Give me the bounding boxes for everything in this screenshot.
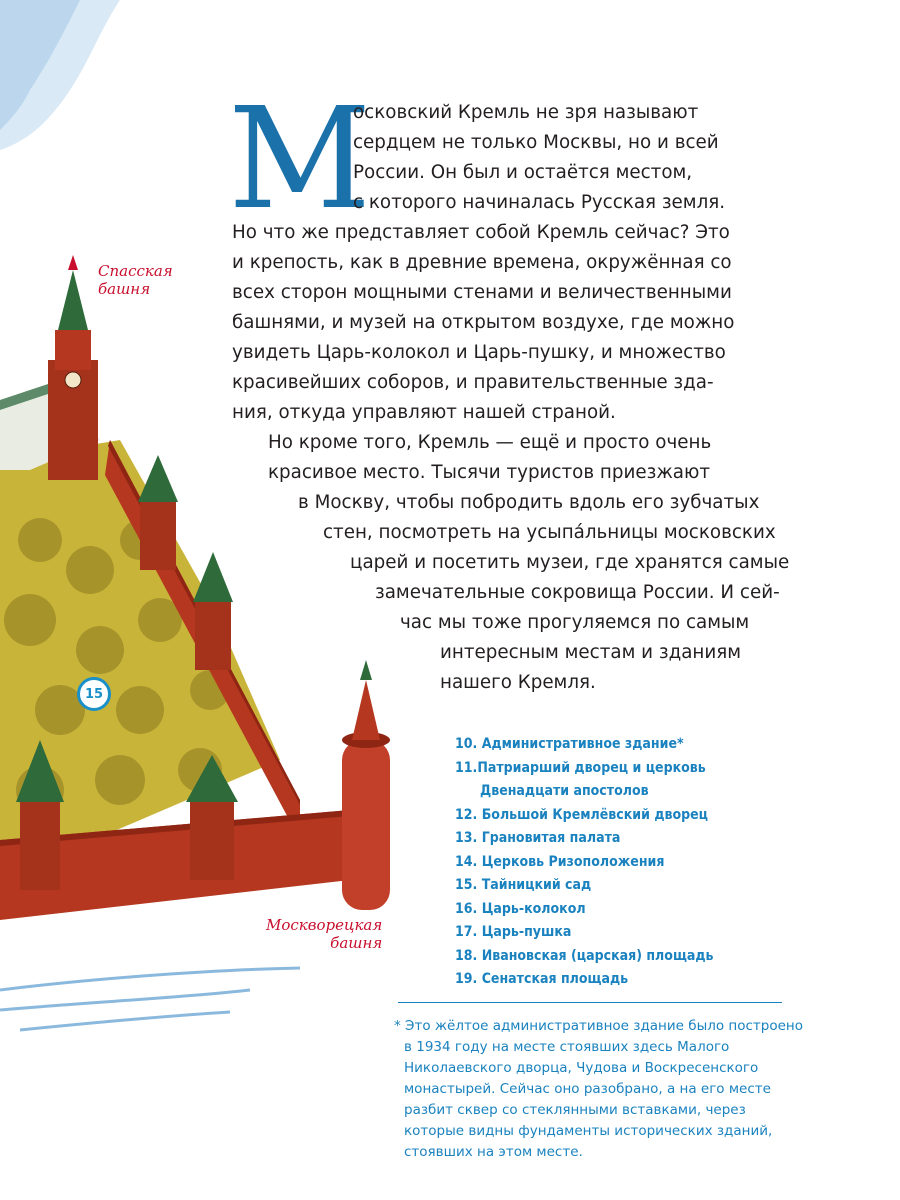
text-line: царей и посетить музеи, где хранятся самые (350, 552, 790, 573)
text-line: Но кроме того, Кремль — ещё и просто очень (268, 432, 712, 453)
legend-item: 17. Царь-пушка (455, 924, 572, 940)
legend-item: 10. Административное здание* (455, 736, 684, 752)
map-marker-15: 15 (77, 677, 111, 711)
legend-list (455, 733, 714, 992)
text-line: замечательные сокровища России. И сей- (375, 582, 780, 603)
legend-item: 14. Церковь Ризоположения (455, 853, 665, 870)
text-line: красивое место. Тысячи туристов приезжают (268, 462, 711, 483)
text-line: час мы тоже прогуляемся по самым (400, 612, 750, 633)
text-line: стен, посмотреть на усыпáльницы московских (323, 522, 776, 543)
moskvoretskaya-tower-label (266, 916, 382, 952)
footnote-line: разбит сквер со стеклянными вставками, через (404, 1102, 746, 1118)
text-line: красивейших соборов, и правительственные зда- (232, 372, 714, 393)
footnote-divider (398, 1002, 782, 1003)
legend-item: Двенадцати апостолов (480, 783, 649, 799)
label-line: башня (98, 280, 151, 298)
footnote-line: * Это жёлтое административное здание было построено (394, 1018, 804, 1034)
text-line: башнями, и музей на открытом воздухе, где можно (232, 312, 735, 333)
text-line: России. Он был и остаётся местом, (353, 162, 693, 183)
footnote-line: которые видны фундаменты исторических зданий, (404, 1123, 773, 1139)
text-line: сердцем не только Москвы, но и всей (353, 132, 719, 153)
footnote-line: в 1934 году на месте стоявших здесь Малого (404, 1039, 730, 1055)
legend-item: 16. Царь-колокол (455, 900, 586, 917)
text-line: всех сторон мощными стенами и величественными (232, 282, 732, 303)
footnote-line: Николаевского дворца, Чудова и Воскресенского (404, 1060, 759, 1076)
spasskaya-tower-label (98, 262, 173, 298)
footnote (394, 1016, 874, 1163)
footnote-line: монастырей. Сейчас оно разобрано, а на его месте (404, 1081, 771, 1097)
text-line: в Москву, чтобы побродить вдоль его зубчатых (298, 492, 760, 513)
label-line: Спасская (98, 262, 173, 280)
sky-watercolor (0, 0, 120, 150)
label-line: Москворецкая (266, 916, 383, 934)
legend-item: 12. Большой Кремлёвский дворец (455, 806, 709, 823)
text-line: ния, откуда управляют нашей страной. (232, 402, 616, 423)
text-line: Но что же представляет собой Кремль сейчас? Это (232, 222, 730, 243)
text-line: нашего Кремля. (440, 672, 596, 693)
footnote-line: стоявших на этом месте. (404, 1144, 583, 1160)
legend-item: 19. Сенатская площадь (455, 971, 629, 987)
drop-cap: М (228, 78, 372, 241)
legend-item: 18. Ивановская (царская) площадь (455, 947, 714, 964)
text-line: с которого начиналась Русская земля. (353, 192, 726, 213)
label-line: башня (330, 934, 383, 952)
legend-item: 13. Грановитая палата (455, 830, 621, 846)
text-line: осковский Кремль не зря называют (353, 102, 699, 123)
legend-item: 11.Патриарший дворец и церковь (455, 759, 706, 776)
text-line: и крепость, как в древние времена, окружённая со (232, 252, 732, 273)
text-line: увидеть Царь-колокол и Царь-пушку, и множество (232, 342, 726, 363)
legend-item: 15. Тайницкий сад (455, 877, 592, 893)
text-line: интересным местам и зданиям (440, 642, 742, 663)
